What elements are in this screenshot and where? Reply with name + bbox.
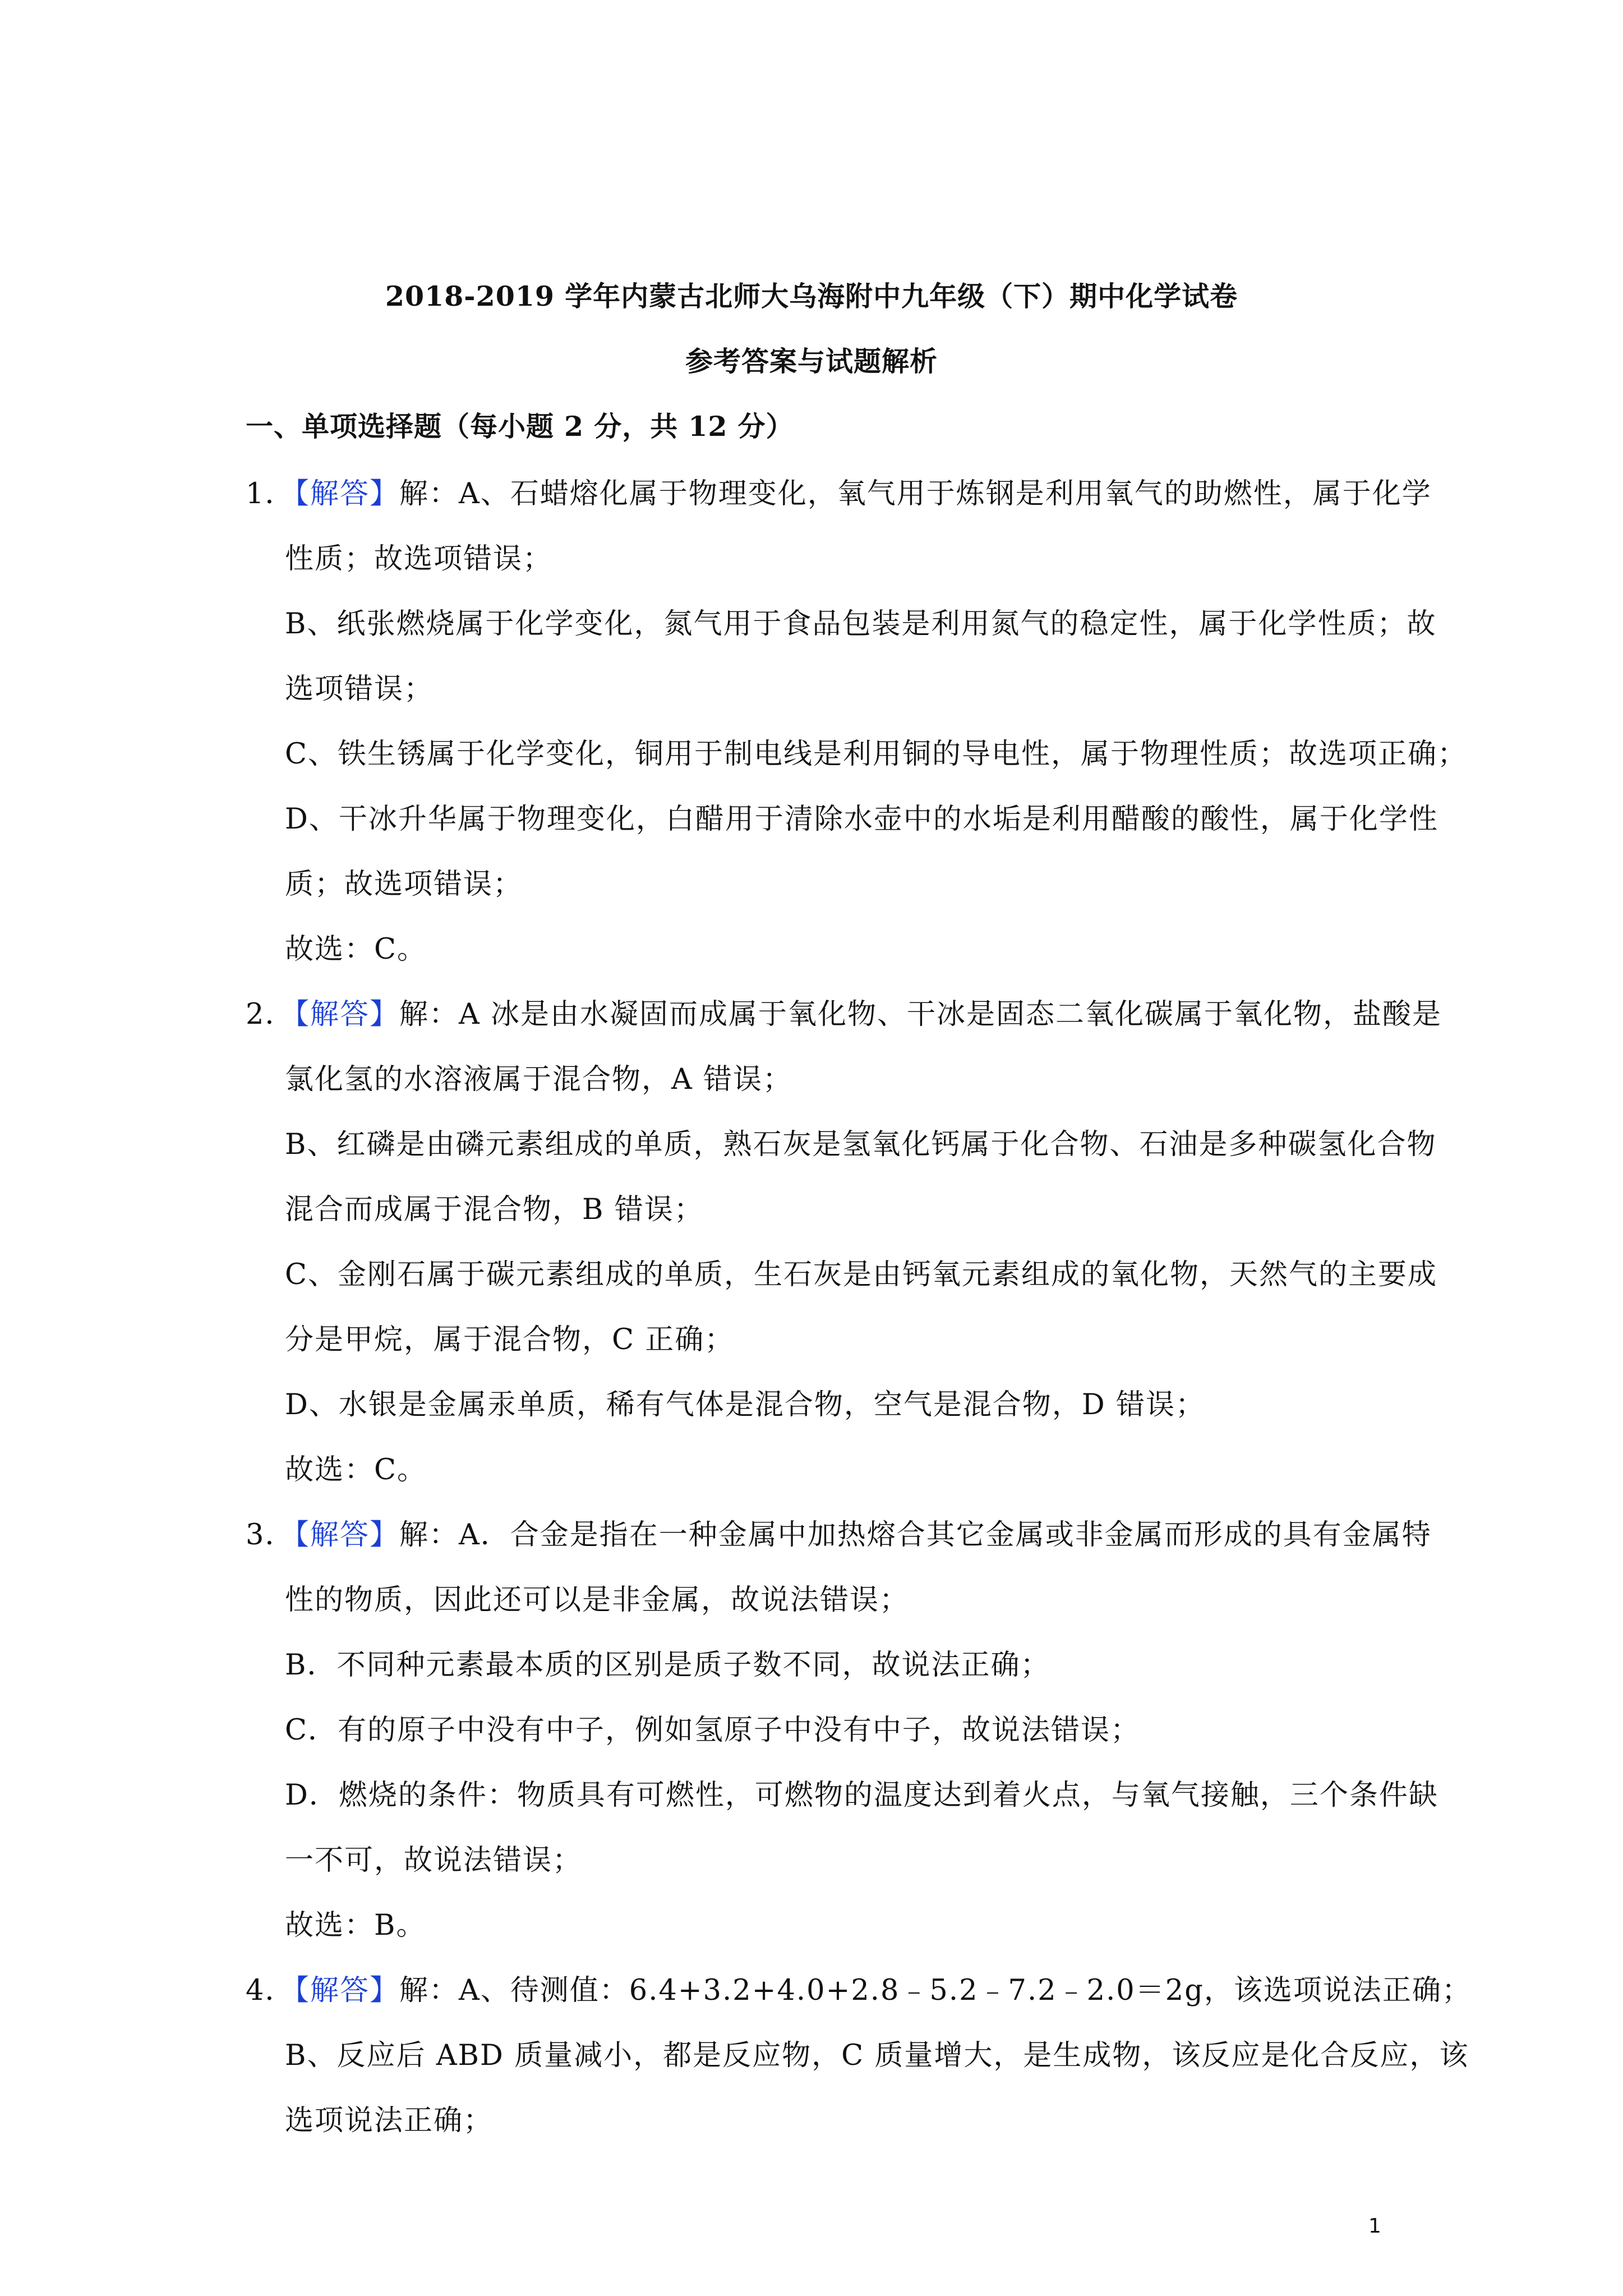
q1-text-1: 解：A、石蜡熔化属于物理变化，氧气用于炼钢是利用氧气的助燃性，属于化学 [399, 477, 1432, 510]
q4-text-1: 解：A、待测值：6.4+3.2+4.0+2.8﹣5.2﹣7.2﹣2.0＝2g，该选项说法正确； [399, 1974, 1472, 2007]
section-heading: 一、单项选择题（每小题 2 分，共 12 分） [246, 410, 794, 443]
q1-line-6: D、干冰升华属于物理变化，白醋用于清除水壶中的水垢是利用醋酸的酸性，属于化学性 [285, 803, 1438, 836]
q4-number: 4． [246, 1974, 295, 2007]
q2-line-4: 混合而成属于混合物，B 错误； [285, 1193, 704, 1226]
q4-line-3: 选项说法正确； [285, 2104, 494, 2137]
q1-line-8: 故选：C。 [285, 933, 427, 966]
document-title: 2018-2019 学年内蒙古北师大乌海附中九年级（下）期中化学试卷 [385, 280, 1238, 312]
q1-line-4: 选项错误； [285, 673, 434, 706]
q2-answer-tag: 【解答】 [294, 998, 399, 1031]
q3-line-2: 性的物质，因此还可以是非金属，故说法错误； [285, 1584, 910, 1617]
q3-line-1 [246, 1511, 1432, 1553]
document-subtitle: 参考答案与试题解析 [685, 345, 938, 378]
q3-text-1: 解：A．合金是指在一种金属中加热熔合其它金属或非金属而形成的具有金属特 [399, 1519, 1432, 1552]
q2-number: 2． [246, 998, 295, 1031]
q3-line-6: 一不可，故说法错误； [285, 1844, 583, 1877]
q3-line-7: 故选：B。 [285, 1909, 426, 1942]
q3-line-5: D．燃烧的条件：物质具有可燃性，可燃物的温度达到着火点，与氧气接触，三个条件缺 [285, 1779, 1438, 1812]
q3-line-3: B．不同种元素最本质的区别是质子数不同，故说法正确； [285, 1649, 1050, 1682]
q2-line-6: 分是甲烷，属于混合物，C 正确； [285, 1323, 735, 1356]
q4-line-1 [246, 1967, 1472, 2008]
q2-line-7: D、水银是金属汞单质，稀有气体是混合物，空气是混合物，D 错误； [285, 1388, 1205, 1421]
q3-answer-tag: 【解答】 [294, 1519, 399, 1552]
q1-line-7: 质；故选项错误； [285, 868, 523, 901]
q2-line-8: 故选：C。 [285, 1453, 427, 1487]
q1-answer-tag: 【解答】 [294, 477, 399, 510]
q1-number: 1． [246, 477, 295, 510]
q2-line-5: C、金刚石属于碳元素组成的单质，生石灰是由钙氧元素组成的氧化物，天然气的主要成 [285, 1258, 1438, 1291]
q4-answer-tag: 【解答】 [294, 1974, 399, 2007]
q4-line-2: B、反应后 ABD 质量减小，都是反应物，C 质量增大，是生成物，该反应是化合反应，该 [285, 2039, 1469, 2072]
q2-line-1 [246, 991, 1442, 1032]
q2-line-2: 氯化氢的水溶液属于混合物，A 错误； [285, 1063, 793, 1096]
q1-line-1 [246, 470, 1432, 512]
q1-line-3: B、纸张燃烧属于化学变化，氮气用于食品包装是利用氮气的稳定性，属于化学性质；故 [285, 608, 1437, 641]
page-number: 1 [1368, 2215, 1381, 2238]
q1-line-2: 性质；故选项错误； [285, 542, 553, 576]
q1-line-5: C、铁生锈属于化学变化，铜用于制电线是利用铜的导电性，属于物理性质；故选项正确； [285, 738, 1468, 771]
q3-line-4: C．有的原子中没有中子，例如氢原子中没有中子，故说法错误； [285, 1714, 1141, 1747]
q3-number: 3． [246, 1519, 295, 1552]
q2-line-3: B、红磷是由磷元素组成的单质，熟石灰是氢氧化钙属于化合物、石油是多种碳氢化合物 [285, 1128, 1437, 1161]
q2-text-1: 解：A 冰是由水凝固而成属于氧化物、干冰是固态二氧化碳属于氧化物，盐酸是 [399, 998, 1442, 1031]
